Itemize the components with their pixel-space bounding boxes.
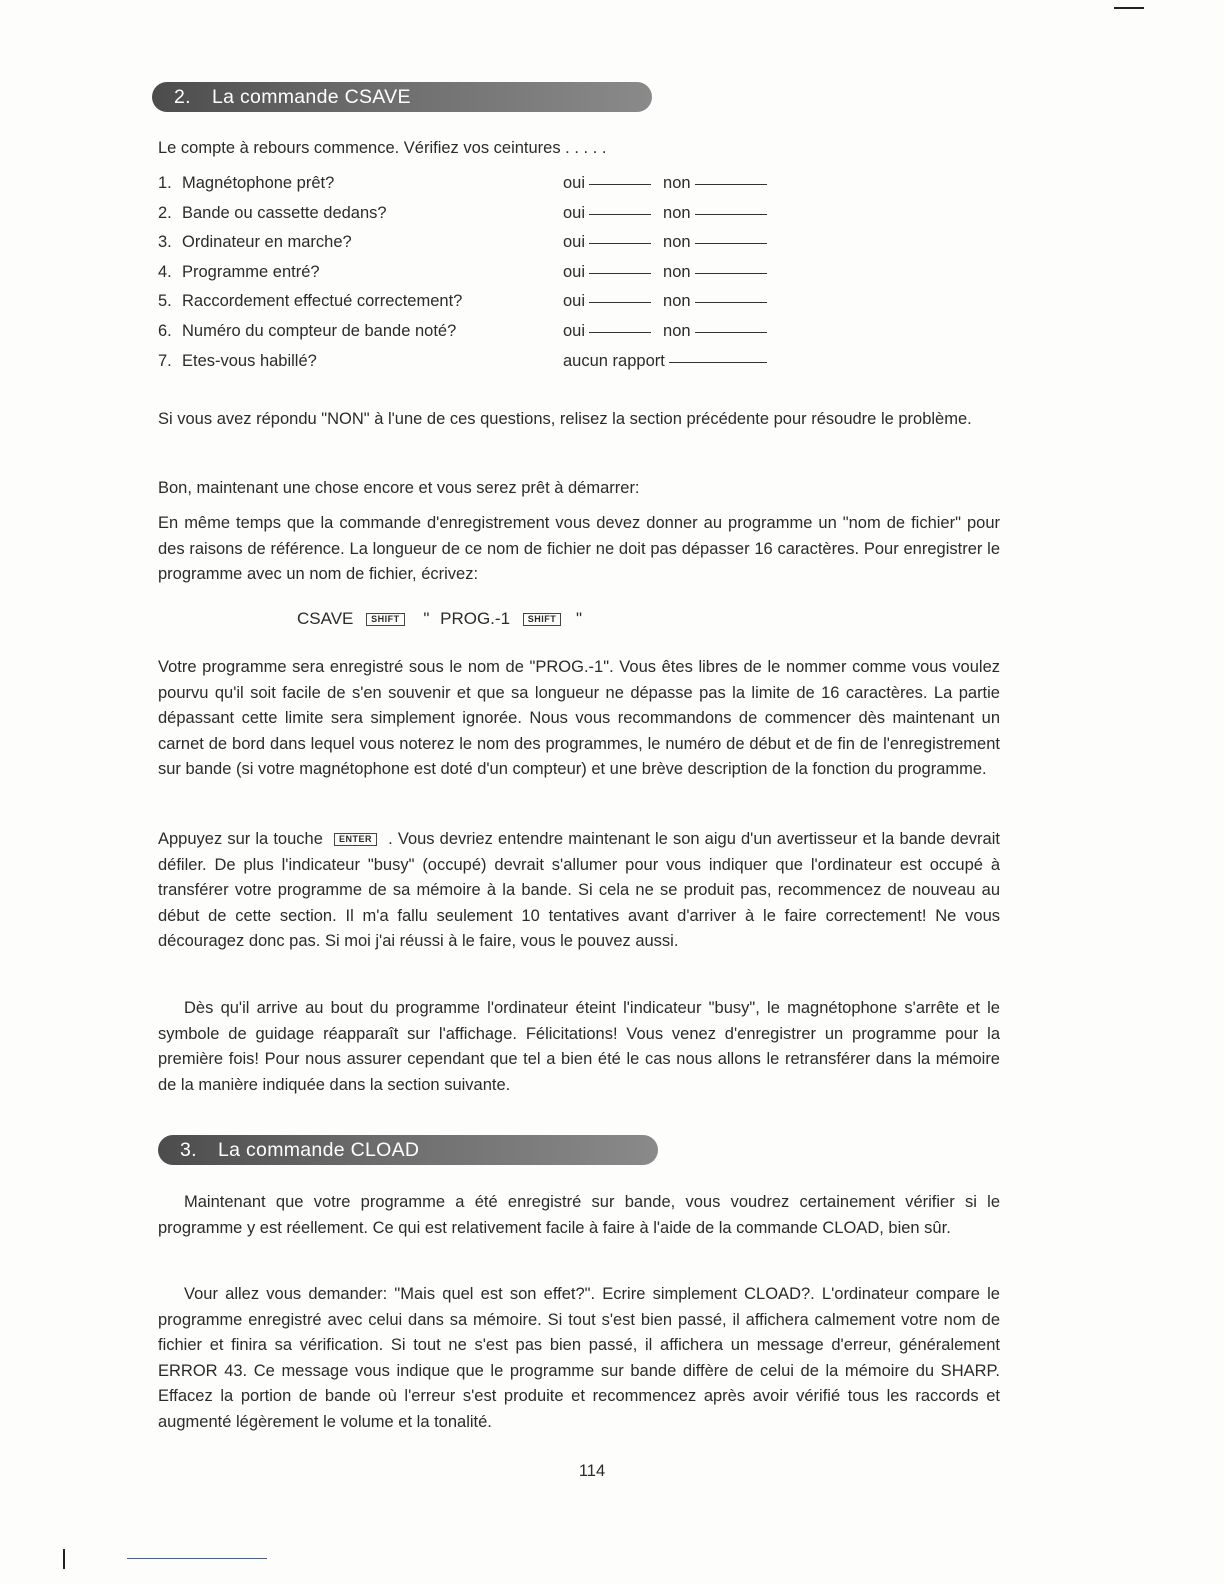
answer-blank[interactable] (695, 243, 767, 244)
shift-key-icon: SHIFT (366, 613, 405, 626)
answer-blank[interactable] (695, 273, 767, 274)
quote-open: " (423, 609, 430, 628)
checklist-answer-4: oui non (563, 258, 767, 287)
paragraph-filename: En même temps que la commande d'enregistrement vous devez donner au programme un "nom de fichier" pour des raisons de référence. La longueur de ce nom de fichier ne doit pas dépasser 16 caractères. Pour enregistrer le programme avec un nom de fichier, écrivez: (158, 514, 1000, 583)
paragraph-busy-indicator: Dès qu'il arrive au bout du programme l'ordinateur éteint l'indicateur "busy", le magnétophone s'arrête et le symbole de guidage réapparaît sur l'affichage. Félicitations! Vous venez d'enregistrer un programme pour la première fois! Pour nous assurer cependant que tel a bien été le cas nous allons le retransférer dans la mémoire de la manière indiquée dans la section suivante. (158, 999, 1000, 1094)
paragraph-no-answer: Si vous avez répondu "NON" à l'une de ces questions, relisez la section précédente pour résoudre le problème. (158, 410, 972, 428)
answer-blank[interactable] (589, 302, 651, 303)
csave-command (297, 606, 582, 632)
checklist-answer-7: aucun rapport (563, 347, 767, 376)
answer-blank[interactable] (589, 243, 651, 244)
page-number: 114 (578, 1462, 606, 1480)
answer-blank[interactable] (589, 184, 651, 185)
scan-mark-bottom-left (63, 1549, 65, 1569)
checklist-question-5: 5. Raccordement effectué correctement? (158, 292, 463, 310)
checklist-answer-5: oui non (563, 287, 767, 316)
answer-blank[interactable] (589, 273, 651, 274)
checklist-answer-6: oui non (563, 317, 767, 346)
shift-key-icon: SHIFT (523, 613, 562, 626)
scan-mark-top-right (1114, 7, 1144, 9)
checklist-question-1: 1. Magnétophone prêt? (158, 174, 335, 192)
program-name: PROG.-1 (440, 609, 511, 628)
checklist-question-2: 2. Bande ou cassette dedans? (158, 204, 387, 222)
section-3-heading (158, 1135, 658, 1165)
answer-blank[interactable] (669, 362, 767, 363)
checklist-question-3: 3. Ordinateur en marche? (158, 233, 352, 251)
scan-mark-bottom-line (127, 1558, 267, 1559)
section-3-number: 3. (180, 1139, 197, 1161)
paragraph-ready: Bon, maintenant une chose encore et vous serez prêt à démarrer: (158, 479, 640, 497)
command-word: CSAVE (297, 609, 354, 628)
paragraph-cload-intro: Maintenant que votre programme a été enregistré sur bande, vous voudrez certainement vérifier si le programme y est réellement. Ce qui est relativement facile à faire à l'aide de la commande CLOAD, bien sûr. (158, 1193, 1000, 1237)
checklist-answer-3: oui non (563, 228, 767, 257)
answer-blank[interactable] (589, 332, 651, 333)
checklist-question-4: 4. Programme entré? (158, 263, 320, 281)
section-3-title: La commande CLOAD (218, 1139, 420, 1161)
checklist-answer-1: oui non (563, 169, 767, 198)
answer-blank[interactable] (695, 332, 767, 333)
paragraph-enter-key: Appuyez sur la touche ENTER . Vous devriez entendre maintenant le son aigu d'un avertisseur et la bande devrait défiler. De plus l'indicateur "busy" (occupé) devrait s'allumer pour vous indiquer que l'ordinateur est occupé à transférer votre programme de sa mémoire à la bande. Si cela ne se produit pas, recommencez de nouveau au début de cette section. Il m'a fallu seulement 10 tentatives avant d'arriver à le faire correctement! Ne vous découragez donc pas. Si moi j'ai réussi à le faire, vous le pouvez aussi. (158, 830, 1000, 950)
section-2-number: 2. (174, 86, 191, 108)
paragraph-cload-effect: Vour allez vous demander: "Mais quel est son effet?". Ecrire simplement CLOAD?. L'ordinateur compare le programme enregistré avec celui dans sa mémoire. Si tout s'est bien passé, il affichera calmement votre nom de fichier et finira sa vérification. Si tout ne s'est pas bien passé, il affichera un message d'erreur, généralement ERROR 43. Ce message vous indique que le programme sur bande diffère de celui de la mémoire du SHARP. Effacez la portion de bande où l'erreur s'est produite et recommencez après avoir vérifié tous les raccords et augmenté légèrement le volume et la tonalité. (158, 1285, 1000, 1431)
checklist-question-6: 6. Numéro du compteur de bande noté? (158, 322, 457, 340)
answer-blank[interactable] (695, 214, 767, 215)
checklist-question-7: 7. Etes-vous habillé? (158, 352, 317, 370)
section-2-title: La commande CSAVE (212, 86, 411, 108)
quote-close: " (576, 609, 583, 628)
intro-text: Le compte à rebours commence. Vérifiez vos ceintures . . . . . (158, 139, 607, 157)
checklist-answer-2: oui non (563, 199, 767, 228)
answer-blank[interactable] (589, 214, 651, 215)
section-2-heading (152, 82, 652, 112)
answer-blank[interactable] (695, 184, 767, 185)
paragraph-program-name: Votre programme sera enregistré sous le nom de "PROG.-1". Vous êtes libres de le nommer comme vous voulez pourvu qu'il soit facile de s'en souvenir et que sa longueur ne dépasse pas la limite de 16 caractères. La partie dépassant cette limite sera simplement ignorée. Nous vous recommandons de commencer dès maintenant un carnet de bord dans lequel vous noterez le nom des programmes, le numéro de début et de fin de l'enregistrement sur bande (si votre magnétophone est doté d'un compteur) et une brève description de la fonction du programme. (158, 658, 1000, 778)
answer-blank[interactable] (695, 302, 767, 303)
enter-key-icon: ENTER (334, 833, 377, 846)
